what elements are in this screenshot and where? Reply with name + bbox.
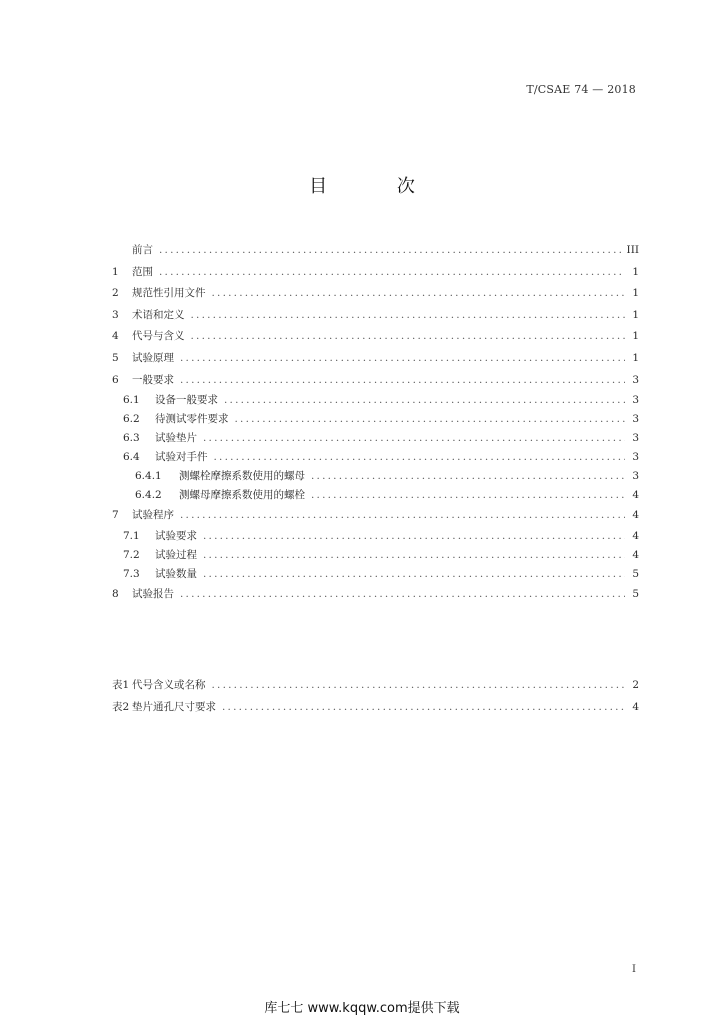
toc-entry[interactable]: [112, 262, 639, 284]
page-title: 目 次: [309, 176, 447, 197]
toc-leader-dots: [159, 240, 621, 262]
toc-entry[interactable]: [112, 326, 639, 348]
toc-entry[interactable]: [112, 527, 639, 546]
toc-page-number: 1: [632, 330, 639, 343]
toc-page-number: 3: [632, 451, 639, 464]
toc-page-number: 1: [632, 265, 639, 278]
toc-number: 6: [112, 373, 119, 386]
toc-label: 试验对手件: [155, 451, 208, 464]
toc-entry[interactable]: [112, 467, 639, 486]
toc-label: 试验程序: [132, 509, 174, 522]
toc-entry[interactable]: [112, 565, 639, 584]
toc-entry[interactable]: [112, 429, 639, 448]
toc-leader-dots: [191, 305, 626, 327]
toc-leader-dots: [203, 429, 625, 448]
toc-label: 试验要求: [155, 529, 197, 542]
toc-leader-dots: [212, 283, 626, 305]
toc-number: 2: [112, 287, 119, 300]
toc-label: 前言: [132, 244, 153, 256]
standard-code: T/CSAE 74 — 2018: [526, 83, 636, 96]
list-of-tables: [112, 675, 639, 718]
toc-page-number: 4: [632, 700, 639, 713]
toc-leader-dots: [235, 410, 626, 429]
toc-entry[interactable]: [112, 546, 639, 565]
toc-number: 表1: [112, 679, 130, 691]
toc-leader-dots: [214, 448, 626, 467]
toc-page-number: 1: [632, 287, 639, 300]
toc-label: 测螺栓摩擦系数使用的螺母: [179, 470, 305, 483]
toc-number: 7: [112, 509, 119, 522]
toc-leader-dots: [222, 697, 625, 719]
toc-leader-dots: [203, 546, 625, 565]
toc-entry[interactable]: [112, 391, 639, 410]
toc-leader-dots: [159, 262, 625, 284]
toc-number: 6.4: [123, 451, 140, 464]
toc-entry[interactable]: [112, 348, 639, 370]
toc-leader-dots: [203, 565, 625, 584]
toc-number: 6.2: [123, 413, 140, 426]
toc-page-number: 4: [632, 548, 639, 561]
toc-entry[interactable]: [112, 305, 639, 327]
toc-number: 6.1: [123, 394, 140, 407]
toc-number: 7.3: [123, 567, 140, 580]
toc-label: 垫片通孔尺寸要求: [132, 700, 216, 713]
toc-entry[interactable]: [112, 410, 639, 429]
toc-entry[interactable]: [112, 505, 639, 527]
toc-entry[interactable]: [112, 486, 639, 505]
table-list-entry[interactable]: [112, 675, 639, 697]
toc-page-number: 1: [632, 308, 639, 321]
toc-page-number: 4: [632, 509, 639, 522]
toc-label: 设备一般要求: [155, 394, 218, 407]
toc-label: 代号含义或名称: [132, 679, 206, 691]
toc-label: 代号与含义: [132, 330, 185, 343]
toc-page-number: 3: [632, 432, 639, 445]
toc-number: 4: [112, 330, 119, 343]
toc-label: 测螺母摩擦系数使用的螺栓: [179, 489, 305, 502]
toc-number: 8: [112, 587, 119, 600]
toc-number: 7.1: [123, 529, 140, 542]
toc-label: 试验过程: [155, 548, 197, 561]
toc-page-number: 1: [632, 351, 639, 364]
toc-entry[interactable]: [112, 448, 639, 467]
download-watermark: 库七七 www.kqqw.com提供下载: [264, 1001, 460, 1016]
toc-page-number: 4: [632, 529, 639, 542]
toc-label: 试验垫片: [155, 432, 197, 445]
toc-leader-dots: [191, 326, 626, 348]
toc-entry[interactable]: [112, 240, 639, 262]
toc-label: 规范性引用文件: [132, 287, 206, 300]
toc-page-number: III: [626, 244, 639, 256]
toc-label: 试验数量: [155, 567, 197, 580]
toc-leader-dots: [224, 391, 625, 410]
table-of-contents: [112, 240, 639, 605]
toc-page-number: 3: [632, 470, 639, 483]
toc-entry[interactable]: [112, 283, 639, 305]
page-number: I: [632, 964, 636, 975]
toc-leader-dots: [311, 467, 625, 486]
toc-number: 7.2: [123, 548, 140, 561]
toc-leader-dots: [180, 584, 625, 606]
toc-page-number: 5: [632, 567, 639, 580]
toc-label: 术语和定义: [132, 308, 185, 321]
toc-entry[interactable]: [112, 370, 639, 392]
toc-label: 试验报告: [132, 587, 174, 600]
toc-page-number: 3: [632, 373, 639, 386]
toc-entry[interactable]: [112, 584, 639, 606]
toc-label: 待测试零件要求: [155, 413, 229, 426]
toc-leader-dots: [180, 348, 625, 370]
toc-leader-dots: [212, 675, 626, 697]
toc-label: 试验原理: [132, 351, 174, 364]
toc-number: 6.4.1: [135, 470, 162, 483]
toc-page-number: 4: [632, 489, 639, 502]
toc-leader-dots: [180, 505, 625, 527]
toc-page-number: 2: [632, 679, 639, 691]
toc-number: 表2: [112, 700, 130, 713]
toc-label: 范围: [132, 265, 153, 278]
toc-number: 6.4.2: [135, 489, 162, 502]
toc-number: 1: [112, 265, 119, 278]
toc-label: 一般要求: [132, 373, 174, 386]
table-list-entry[interactable]: [112, 697, 639, 719]
toc-page-number: 3: [632, 394, 639, 407]
toc-leader-dots: [180, 370, 625, 392]
toc-number: 5: [112, 351, 119, 364]
toc-number: 6.3: [123, 432, 140, 445]
toc-page-number: 3: [632, 413, 639, 426]
toc-leader-dots: [203, 527, 625, 546]
toc-page-number: 5: [632, 587, 639, 600]
toc-leader-dots: [311, 486, 625, 505]
toc-number: 3: [112, 308, 119, 321]
